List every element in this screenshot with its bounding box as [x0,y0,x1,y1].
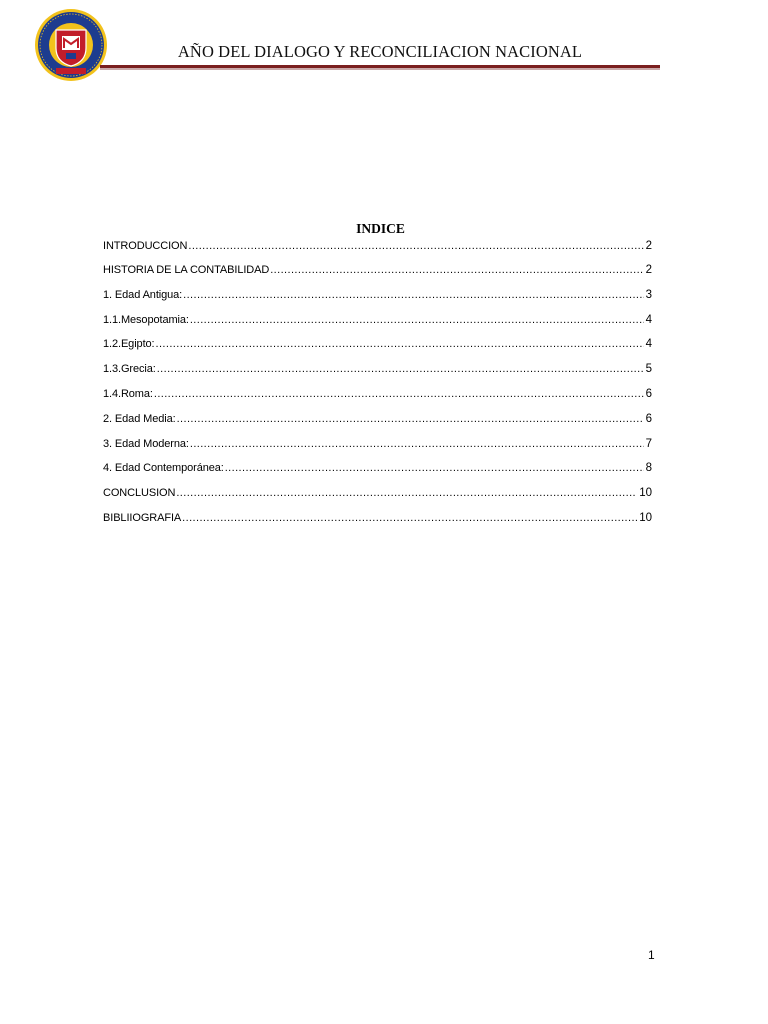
toc-dot-leader [182,511,637,525]
toc-entry-label: CONCLUSION [103,487,176,500]
header-divider-shadow [100,68,660,70]
toc-entry-page: 10 [639,487,652,500]
institutional-seal-icon [34,8,108,82]
toc-entry-page: 6 [645,387,652,400]
toc-dot-leader [154,387,644,401]
toc-entry-label: 1.4.Roma: [103,387,153,400]
toc-entry-label: 1.3.Grecia: [103,363,156,376]
toc-entry-page: 2 [645,264,652,276]
table-of-contents [103,219,652,536]
toc-entry[interactable] [103,486,652,511]
toc-dot-leader [190,437,644,451]
toc-dot-leader [270,263,643,277]
toc-entry-label: 2. Edad Media: [103,412,176,425]
toc-entry[interactable] [103,288,652,313]
toc-entry[interactable] [103,387,652,412]
toc-entry-label: 3. Edad Moderna: [103,437,189,450]
toc-entry-label: 4. Edad Contemporánea: [103,462,224,475]
toc-entry-page: 6 [645,412,652,425]
toc-entry[interactable] [103,461,652,486]
toc-entry-page: 5 [645,363,652,376]
toc-dot-leader [176,486,637,500]
toc-entry[interactable] [103,337,652,362]
toc-entry-page: 4 [645,338,652,351]
toc-dot-leader [225,461,644,475]
toc-entry-label: BIBLIIOGRAFIA [103,511,182,524]
toc-dot-leader [156,337,644,351]
toc-entry-label: 1. Edad Antigua: [103,288,183,301]
toc-entry-page: 2 [645,240,652,252]
toc-dot-leader [157,362,644,376]
toc-entry-page: 3 [645,288,652,301]
toc-entry[interactable] [103,511,652,536]
toc-entry-page: 7 [645,437,652,450]
toc-entry-page: 4 [645,313,652,326]
toc-dot-leader [177,412,644,426]
toc-title: INDICE [356,221,405,236]
toc-dot-leader [190,313,644,327]
page-number: 1 [648,948,655,962]
header-title: AÑO DEL DIALOGO Y RECONCILIACION NACIONAL [177,42,583,61]
toc-entry-page: 8 [645,462,652,475]
toc-entry-page: 10 [639,511,652,524]
toc-entry[interactable] [103,239,652,263]
toc-entry-label: 1.2.Egipto: [103,338,155,351]
toc-dot-leader [183,288,643,302]
toc-entry-label: 1.1.Mesopotamia: [103,313,189,326]
toc-list [103,239,652,536]
page-header [0,0,768,90]
toc-entry[interactable] [103,412,652,437]
toc-entry[interactable] [103,263,652,288]
toc-entry[interactable] [103,362,652,387]
toc-entry[interactable] [103,313,652,338]
toc-entry-label: INTRODUCCION [103,240,188,252]
toc-entry[interactable] [103,437,652,462]
toc-entry-label: HISTORIA DE LA CONTABILIDAD [103,264,270,276]
toc-dot-leader [188,239,643,253]
